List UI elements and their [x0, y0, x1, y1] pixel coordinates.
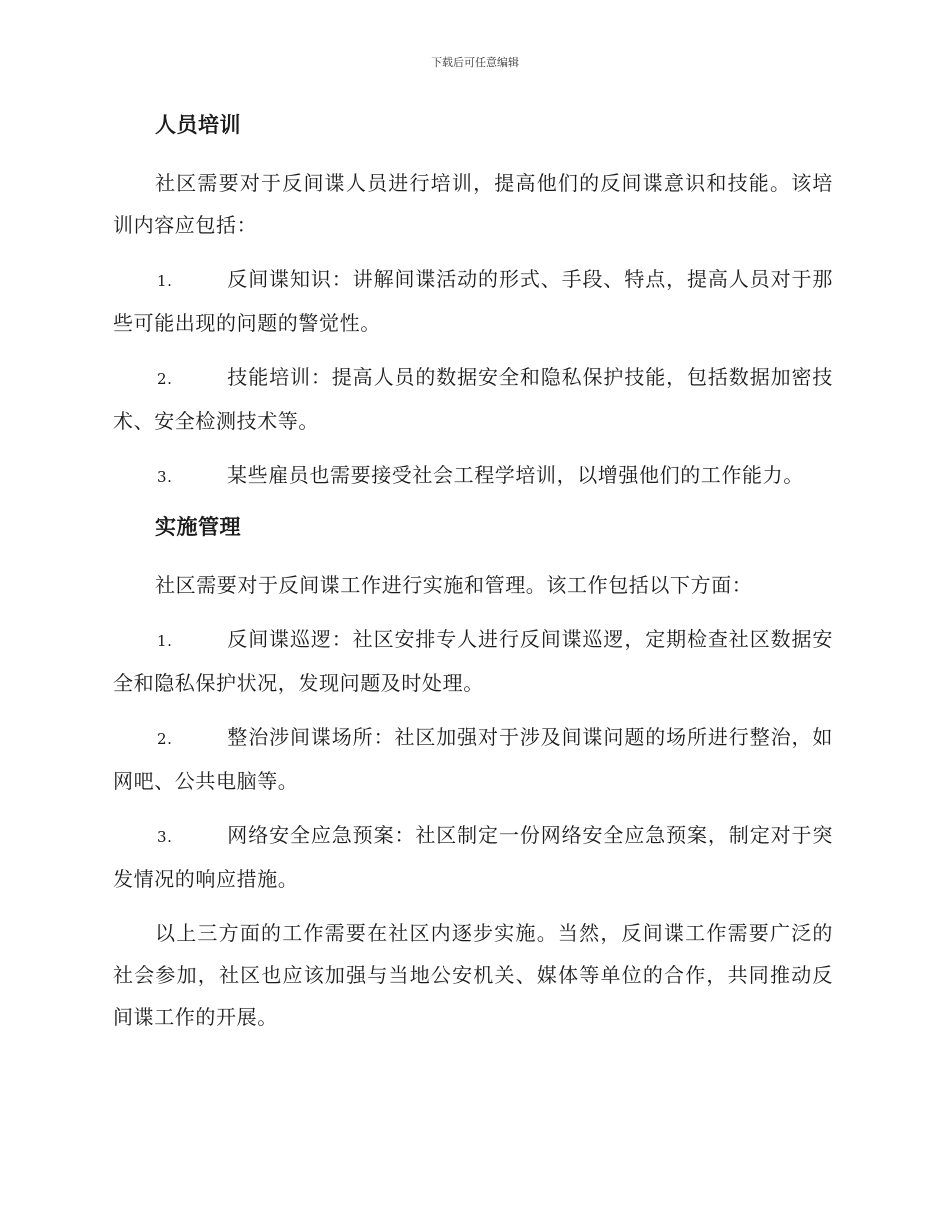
section-heading-training: 人员培训: [155, 113, 241, 137]
page-header: 下载后可任意编辑: [431, 56, 519, 69]
section-heading-management: 实施管理: [155, 515, 241, 539]
list-text: 某些雇员也需要接受社会工程学培训，以增强他们的工作能力。: [227, 463, 804, 487]
list-text: 整治涉间谍场所：社区加强对于涉及间谍问题的场所进行整治，如网吧、公共电脑等。: [113, 725, 833, 793]
section-intro-training: 社区需要对于反间谍人员进行培训，提高他们的反间谍意识和技能。该培训内容应包括：: [113, 171, 833, 237]
list-item: [113, 454, 833, 498]
list-text: 技能培训：提高人员的数据安全和隐私保护技能，包括数据加密技术、安全检测技术等。: [113, 365, 833, 433]
list-text: 反间谍巡逻：社区安排专人进行反间谍巡逻，定期检查社区数据安全和隐私保护状况，发现问题及时处理。: [113, 627, 833, 695]
list-number: 1.: [157, 632, 173, 650]
conclusion-paragraph: 以上三方面的工作需要在社区内逐步实施。当然，反间谍工作需要广泛的社会参加，社区也应该加强与当地公安机关、媒体等单位的合作，共同推动反间谍工作的开展。: [113, 921, 833, 1029]
list-number: 1.: [157, 272, 173, 290]
list-text: 网络安全应急预案：社区制定一份网络安全应急预案，制定对于突发情况的响应措施。: [113, 823, 833, 891]
list-item: [113, 258, 833, 344]
document-body: [113, 108, 833, 1050]
list-item: [113, 716, 833, 802]
list-item: [113, 618, 833, 704]
list-item: [113, 356, 833, 442]
list-number: 3.: [157, 828, 173, 846]
list-text: 反间谍知识：讲解间谍活动的形式、手段、特点，提高人员对于那些可能出现的问题的警觉性。: [113, 267, 833, 335]
list-number: 2.: [157, 370, 173, 388]
list-number: 3.: [157, 468, 173, 486]
section-intro-management: 社区需要对于反间谍工作进行实施和管理。该工作包括以下方面：: [155, 573, 753, 597]
list-item: [113, 814, 833, 900]
list-number: 2.: [157, 730, 173, 748]
